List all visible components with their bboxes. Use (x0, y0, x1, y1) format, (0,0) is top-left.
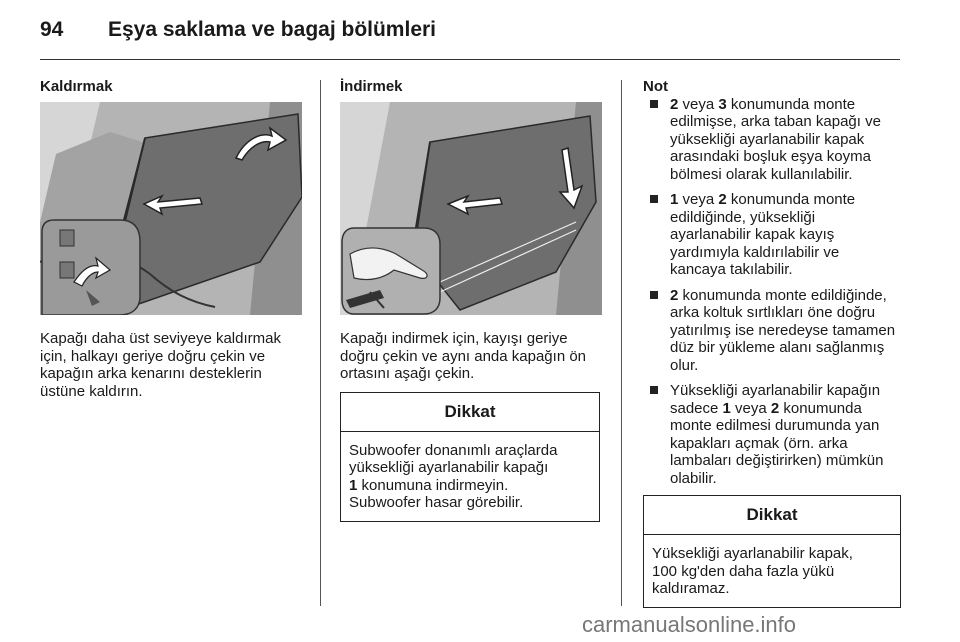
bold-text: 1 (349, 476, 358, 494)
caution-text (341, 432, 599, 521)
bold-text: 3 (718, 95, 727, 113)
text-line (670, 322, 903, 340)
text-line (652, 563, 892, 581)
text-line (670, 357, 903, 375)
text: düz bir yükleme alanı sağlanmış (670, 339, 885, 356)
text: konumunda (779, 399, 862, 417)
note-item (643, 287, 903, 375)
note-list (643, 96, 903, 488)
note-item (643, 96, 903, 184)
note-item (643, 191, 903, 279)
illustration-lifting-cover (40, 102, 302, 315)
bold-text: 2 (670, 95, 679, 113)
bullet-square-icon (650, 100, 658, 108)
text: olabilir. (670, 469, 717, 487)
bold-text: 2 (670, 286, 679, 304)
bullet-square-icon (650, 291, 658, 299)
text: veya (678, 191, 719, 208)
text-line (670, 470, 903, 488)
text-line (670, 339, 903, 357)
illustration-lowering-cover (340, 102, 602, 315)
text-line (670, 131, 903, 149)
bold-text: 1 (670, 191, 679, 208)
text: Subwoofer donanımlı araçlarda (349, 441, 558, 459)
text: sadece (670, 399, 723, 417)
text: kapakları açmak (örn. arka (670, 434, 848, 452)
text-line (670, 382, 903, 400)
text: kancaya takılabilir. (670, 261, 793, 278)
paragraph-lowering: Kapağı indirmek için, kayışı geriye doğru çekin ve aynı anda kapağın ön ortasını aşağı çekin. (340, 330, 587, 382)
column-notes (643, 78, 903, 608)
header-rule (40, 59, 900, 60)
text-line (670, 148, 903, 166)
text-line (652, 580, 892, 598)
text-line (349, 442, 591, 460)
text-line (670, 261, 903, 279)
text: arasındaki boşluk eşya koyma (670, 148, 871, 165)
caution-box (643, 495, 901, 608)
caution-text (644, 535, 900, 607)
text: Subwoofer hasar görebilir. (349, 494, 524, 511)
page-title: Eşya saklama ve bagaj bölümleri (108, 18, 437, 41)
column-lowering (340, 78, 602, 522)
text: Yüksekliği ayarlanabilir kapak, (652, 545, 853, 562)
text-line (670, 452, 903, 470)
text: yardımıyla kaldırılabilir ve (670, 243, 840, 261)
bold-text: 2 (770, 399, 780, 417)
text: lambaları değiştirirken) mümkün (670, 452, 884, 469)
column-divider (621, 80, 622, 606)
text-line (670, 191, 903, 209)
text: arka koltuk sırtlıkları öne doğru (670, 304, 876, 321)
page-number: 94 (40, 18, 64, 41)
text-line (670, 166, 903, 184)
text-line (670, 400, 903, 418)
text: 100 kg'den daha fazla yükü (652, 562, 835, 580)
text-line (670, 244, 903, 262)
bold-text: 2 (718, 191, 727, 208)
bold-text: 1 (722, 399, 731, 417)
text-line (349, 494, 591, 512)
text: konumuna indirmeyin. (357, 476, 509, 494)
text: konumunda monte edildiğinde, (678, 286, 887, 304)
text-line (670, 417, 903, 435)
text: kaldıramaz. (652, 580, 730, 597)
note-item (643, 382, 903, 487)
section-heading: Kaldırmak (40, 78, 113, 95)
text-line (670, 287, 903, 305)
column-lifting (40, 78, 302, 400)
caution-box (340, 392, 600, 522)
text: monte edilmesi durumunda yan (670, 417, 880, 434)
text: Yüksekliği ayarlanabilir kapağın (670, 382, 881, 399)
text: olur. (670, 356, 699, 374)
section-heading: İndirmek (340, 78, 403, 95)
text-line (670, 96, 903, 114)
text: yüksekliği ayarlanabilir kapak (670, 130, 865, 148)
watermark: carmanualsonline.info (582, 612, 797, 637)
text: konumunda monte (726, 191, 856, 208)
text: yatırılmış ise neredeyse tamamen (670, 321, 896, 339)
text: ayarlanabilir kapak kayış (670, 226, 835, 243)
text-line (670, 226, 903, 244)
text: veya (678, 95, 719, 113)
caution-title: Dikkat (341, 393, 599, 432)
text-line (670, 113, 903, 131)
text: bölmesi olarak kullanılabilir. (670, 165, 853, 183)
column-divider (320, 80, 321, 606)
text-line (670, 209, 903, 227)
bullet-square-icon (650, 386, 658, 394)
text: konumunda monte (726, 95, 856, 113)
paragraph-lifting: Kapağı daha üst seviyeye kaldırmak için, halkayı geriye doğru çekin ve kapağın arka kenarını desteklerin üstüne kaldırın. (40, 330, 281, 400)
text-line (349, 477, 591, 495)
caution-title: Dikkat (644, 496, 900, 535)
bullet-square-icon (650, 195, 658, 203)
text-line (652, 545, 892, 563)
text-line (349, 459, 591, 477)
text: yüksekliği ayarlanabilir kapağı (349, 459, 549, 476)
text: edildiğinde, yüksekliği (670, 208, 816, 226)
text-line (670, 435, 903, 453)
text: veya (730, 399, 771, 417)
text: edilmişse, arka taban kapağı ve (670, 113, 881, 130)
text-line (670, 304, 903, 322)
note-title: Not (643, 78, 668, 95)
